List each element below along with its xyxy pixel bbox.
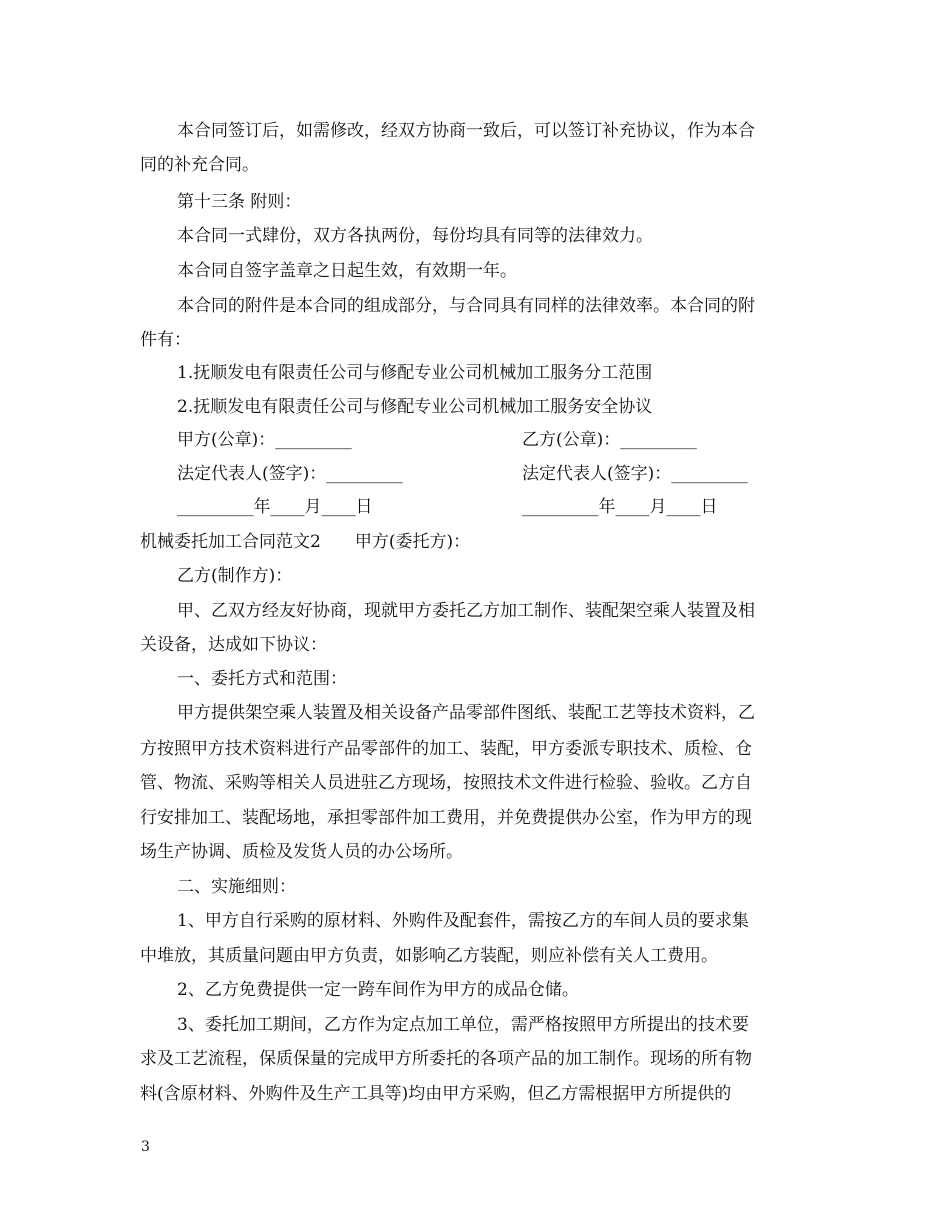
section-heading: 二、实施细则： <box>177 877 296 897</box>
party-a-representative-line: 法定代表人(签字)：_________ <box>177 464 403 484</box>
party-a-date-line: _________年____月____日 <box>177 497 373 517</box>
party-b-representative-line: 法定代表人(签字)：_________ <box>522 464 748 484</box>
text-line: 行安排加工、装配场地，承担零部件加工费用，并免费提供办公室，作为甲方的现 <box>140 808 752 828</box>
text-line: 乙方(制作方)： <box>177 566 293 586</box>
party-a-seal-line: 甲方(公章)：_________ <box>177 430 352 450</box>
section-heading: 第十三条 附则： <box>177 192 302 212</box>
text-line: 关设备，达成如下协议： <box>140 635 327 655</box>
text-line: 场生产协调、质检及发货人员的办公场所。 <box>140 842 463 862</box>
text-line: 2、乙方免费提供一定一跨车间作为甲方的成品仓储。 <box>177 980 579 1000</box>
text-line: 料(含原材料、外购件及生产工具等)均由甲方采购，但乙方需根据甲方所提供的 <box>140 1084 732 1104</box>
section-heading: 一、委托方式和范围： <box>177 669 347 689</box>
text-line: 本合同一式肆份，双方各执两份，每份均具有同等的法律效力。 <box>177 226 653 246</box>
text-line: 1、甲方自行采购的原材料、外购件及配套件，需按乙方的车间人员的要求集 <box>177 911 749 931</box>
text-line: 本合同的附件是本合同的组成部分，与合同具有同样的法律效率。本合同的附 <box>177 296 755 316</box>
text-line: 中堆放，其质量问题由甲方负责，如影响乙方装配，则应补偿有关人工费用。 <box>140 946 718 966</box>
section-title: 机械委托加工合同范文2 甲方(委托方)： <box>140 532 471 552</box>
text-line: 甲方提供架空乘人装置及相关设备产品零部件图纸、装配工艺等技术资料，乙 <box>177 703 755 723</box>
page-number: 3 <box>141 1139 150 1155</box>
text-line: 件有： <box>140 330 191 350</box>
text-line: 方按照甲方技术资料进行产品零部件的加工、装配，甲方委派专职技术、质检、仓 <box>140 739 752 759</box>
text-line: 求及工艺流程，保质保量的完成甲方所委托的各项产品的加工制作。现场的所有物 <box>140 1049 752 1069</box>
text-line: 本合同签订后，如需修改，经双方协商一致后，可以签订补充协议，作为本合 <box>177 121 755 141</box>
text-line: 甲、乙双方经友好协商，现就甲方委托乙方加工制作、装配架空乘人装置及相 <box>177 601 755 621</box>
text-line: 本合同自签字盖章之日起生效，有效期一年。 <box>177 261 517 281</box>
attachment-item: 1.抚顺发电有限责任公司与修配专业公司机械加工服务分工范围 <box>177 363 653 383</box>
party-b-date-line: _________年____月____日 <box>522 497 718 517</box>
party-b-seal-line: 乙方(公章)：_________ <box>522 430 697 450</box>
text-line: 管、物流、采购等相关人员进驻乙方现场，按照技术文件进行检验、验收。乙方自 <box>140 773 752 793</box>
text-line: 同的补充合同。 <box>140 155 259 175</box>
text-line: 3、委托加工期间，乙方作为定点加工单位，需严格按照甲方所提出的技术要 <box>177 1015 749 1035</box>
attachment-item: 2.抚顺发电有限责任公司与修配专业公司机械加工服务安全协议 <box>177 397 653 417</box>
